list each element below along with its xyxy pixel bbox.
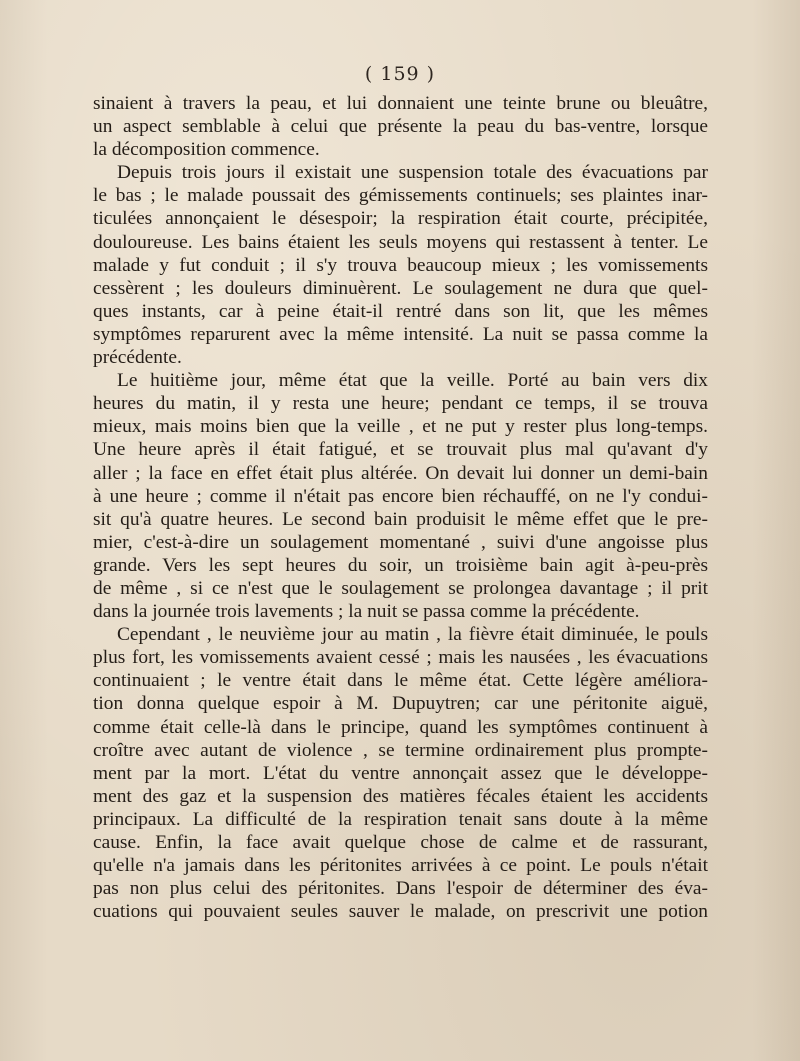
text-line: qu'elle n'a jamais dans les péritonites arrivées à ce point. Le pouls n'était xyxy=(93,855,708,877)
text-line: ment par la mort. L'état du ventre annonçait assez que le développe- xyxy=(93,762,708,784)
text-line: aller ; la face en effet était plus altérée. On devait lui donner un demi-bain xyxy=(93,462,708,484)
text-line: ment des gaz et la suspension des matières fécales étaient les accidents xyxy=(93,785,708,807)
text-line: sinaient à travers la peau, et lui donnaient une teinte brune ou bleuâtre, xyxy=(93,93,708,114)
text-line: continuaient ; le ventre était dans le même état. Cette légère améliora- xyxy=(93,670,708,692)
text-line: la décomposition commence. xyxy=(93,139,320,161)
paragraph xyxy=(93,623,708,923)
text-line: symptômes reparurent avec la même intensité. La nuit se passa comme la xyxy=(93,323,708,345)
text-line: pas non plus celui des péritonites. Dans l'espoir de déterminer des éva- xyxy=(93,878,708,900)
text-line: ques instants, car à peine était-il rentré dans son lit, que les mêmes xyxy=(93,300,708,322)
text-line: mieux, mais moins bien que la veille , et ne put y rester plus long-temps. xyxy=(93,416,708,438)
text-line: Le huitième jour, même état que la veille. Porté au bain vers dix xyxy=(117,370,708,392)
text-line: ticulées annonçaient le désespoir; la respiration était courte, précipitée, xyxy=(93,208,708,230)
page-number: ( 159 ) xyxy=(364,63,436,85)
paragraph xyxy=(93,369,708,623)
text-line: sit qu'à quatre heures. Le second bain produisit le même effet que le pre- xyxy=(93,508,708,530)
text-line: malade y fut conduit ; il s'y trouva beaucoup mieux ; les vomissements xyxy=(93,254,708,276)
text-line: grande. Vers les sept heures du soir, un troisième bain agit à-peu-près xyxy=(93,554,708,576)
text-line: comme était celle-là dans le principe, quand les symptômes continuent à xyxy=(93,716,708,738)
text-line: Une heure après il était fatigué, et se trouvait plus mal qu'avant d'y xyxy=(93,439,708,461)
paragraph xyxy=(93,161,708,369)
text-line: douloureuse. Les bains étaient les seuls moyens qui restassent à tenter. Le xyxy=(93,231,708,253)
text-line: Depuis trois jours il existait une suspension totale des évacuations par xyxy=(117,162,708,184)
text-line: le bas ; le malade poussait des gémissements continuels; ses plaintes inar- xyxy=(93,185,708,207)
text-line: un aspect semblable à celui que présente la peau du bas-ventre, lorsque xyxy=(93,116,708,138)
paragraph xyxy=(93,92,708,161)
text-line: tion donna quelque espoir à M. Dupuytren; car une péritonite aiguë, xyxy=(93,693,708,715)
text-line: de même , si ce n'est que le soulagement se prolongea davantage ; il prit xyxy=(93,577,708,599)
text-line: heures du matin, il y resta une heure; pendant ce temps, il se trouva xyxy=(93,393,708,415)
text-line: dans la journée trois lavements ; la nuit se passa comme la précédente. xyxy=(93,601,640,623)
text-line: à une heure ; comme il n'était pas encore bien réchauffé, on ne l'y condui- xyxy=(93,485,708,507)
text-line: mier, c'est-à-dire un soulagement momentané , suivi d'une angoisse plus xyxy=(93,531,708,553)
text-line: Cependant , le neuvième jour au matin , la fièvre était diminuée, le pouls xyxy=(117,624,708,646)
text-line: plus fort, les vomissements avaient cessé ; mais les nausées , les évacuations xyxy=(93,647,708,669)
text-line: cuations qui pouvaient seules sauver le malade, on prescrivit une potion xyxy=(93,901,708,923)
text-line: croître avec autant de violence , se termine ordinairement plus prompte- xyxy=(93,739,708,761)
text-line: cessèrent ; les douleurs diminuèrent. Le soulagement ne dura que quel- xyxy=(93,277,708,299)
text-line: cause. Enfin, la face avait quelque chose de calme et de rassurant, xyxy=(93,832,708,853)
text-line: principaux. La difficulté de la respiration tenait sans doute à la même xyxy=(93,808,708,830)
body-text xyxy=(93,92,708,923)
text-line: précédente. xyxy=(93,347,182,369)
